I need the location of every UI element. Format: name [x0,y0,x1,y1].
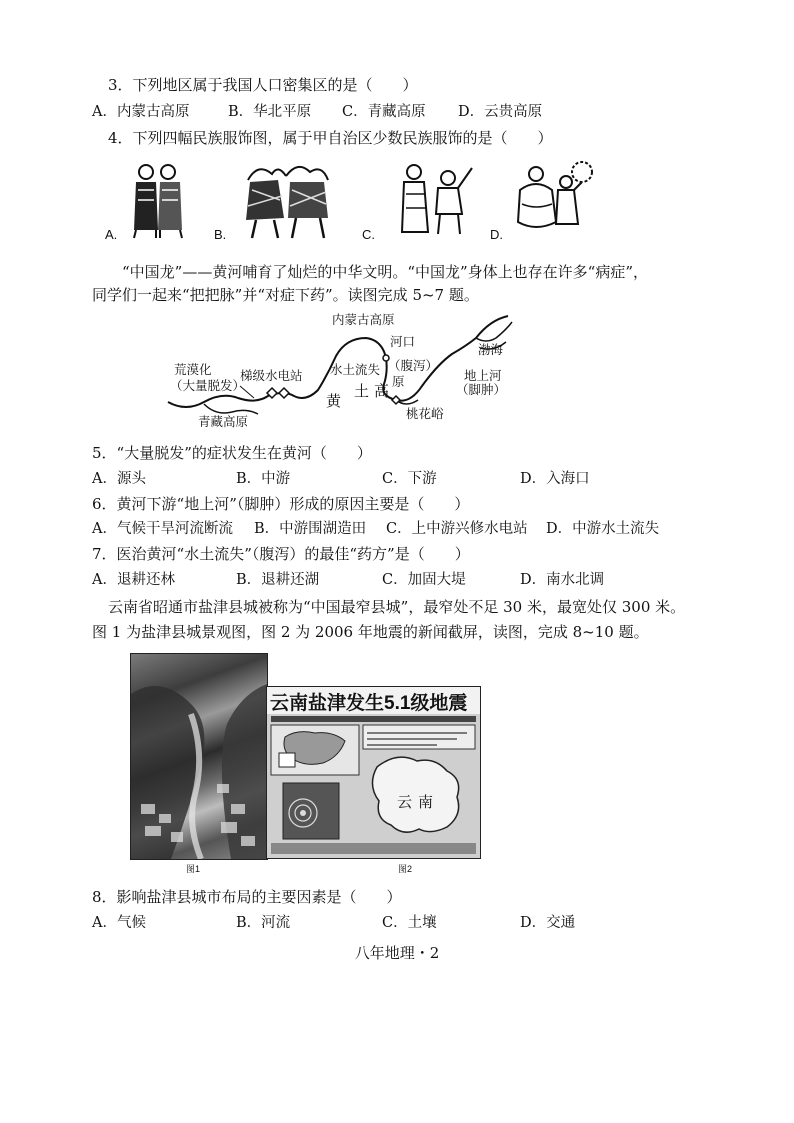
costume-a-label[interactable]: A. [105,227,118,242]
question-6-option-c[interactable]: C．上中游兴修水电站 [386,521,528,537]
question-3-option-b[interactable]: B．华北平原 [228,104,312,120]
question-5-option-b[interactable]: B．中游 [236,471,291,487]
question-3-stem: 3．下列地区属于我国人口密集区的是（ ） [108,76,418,94]
question-5-stem: 5．“大量脱发”的症状发生在黄河（ ） [92,444,372,462]
label-hekou: 河口 [390,335,416,349]
question-5-option-c[interactable]: C．下游 [382,471,437,487]
label-dishanghe-2: （脚肿） [456,383,507,397]
label-bohai: 渤海 [478,343,504,357]
costume-d-label[interactable]: D. [490,227,503,242]
question-6-option-a[interactable]: A．气候干旱河流断流 [92,521,233,537]
question-5-option-a[interactable]: A．源头 [92,471,146,487]
question-5-option-d[interactable]: D．入海口 [520,471,590,487]
label-dishanghe-1: 地上河 [464,369,502,383]
question-3-option-c[interactable]: C．青藏高原 [342,104,426,120]
costume-d-icon [512,160,598,240]
news-title: 云南盐津发生5.1级地震 [270,693,468,714]
question-8-option-d[interactable]: D．交通 [520,915,576,931]
yellow-river-map [160,308,530,433]
question-7-option-d[interactable]: D．南水北调 [520,572,605,588]
question-8-option-c[interactable]: C．土壤 [382,915,437,931]
costume-a-icon [122,160,194,240]
question-7-option-c[interactable]: C．加固大堤 [382,572,466,588]
question-7-stem: 7．医治黄河“水土流失”（腹泻）的最佳“药方”是（ ） [92,545,470,563]
question-6-stem: 6．黄河下游“地上河”（脚肿）形成的原因主要是（ ） [92,495,470,513]
label-tijishui: 梯级水电站 [240,369,303,383]
figure-1-caption: 图1 [186,864,201,874]
figure-1-town-photo [130,653,268,860]
question-7-option-a[interactable]: A．退耕还林 [92,572,175,588]
label-taohuayu: 桃花峪 [406,407,444,421]
question-7-option-b[interactable]: B．退耕还湖 [236,572,320,588]
label-gao: 高 [374,383,390,400]
label-qingzang: 青藏高原 [198,415,249,429]
yanjin-intro-line1: 云南省昭通市盐津县城被称为“中国最窄县城”，最窄处不足 30 米，最宽处仅 300 米。 [108,598,686,616]
label-neimenggu: 内蒙古高原 [332,313,395,327]
costume-c-icon [392,160,478,240]
label-fuxie-1: （腹泻） [388,359,439,373]
question-4-stem: 4．下列四幅民族服饰图，属于甲自治区少数民族服饰的是（ ） [108,129,553,147]
figure-2-caption: 图2 [398,864,413,874]
question-6-option-d[interactable]: D．中游水土流失 [546,521,660,537]
question-3-option-d[interactable]: D．云贵高原 [458,104,543,120]
costume-b-icon [238,160,334,240]
question-6-option-b[interactable]: B．中游围湖造田 [254,521,367,537]
label-shuitu: 水土流失 [330,363,381,377]
costume-c-label[interactable]: C. [362,227,375,242]
news-title-bar [266,686,479,713]
costume-b-label[interactable]: B. [214,227,227,242]
question-3-option-a[interactable]: A．内蒙古高原 [92,104,190,120]
page-footer: 八年地理・2 [354,944,440,962]
label-huang: 黄 [326,393,342,410]
question-8-option-b[interactable]: B．河流 [236,915,291,931]
label-huangmo-2: （大量脱发） [170,379,246,393]
label-tu: 土 [354,383,370,400]
label-fuxie-2: 原 [392,375,405,389]
question-8-stem: 8．影响盐津县城市布局的主要因素是（ ） [92,888,402,906]
yellow-river-intro-line2: 同学们一起来“把把脉”并“对症下药”。读图完成 5~7 题。 [92,286,479,304]
yanjin-intro-line2: 图 1 为盐津县城景观图，图 2 为 2006 年地震的新闻截屏，读图，完成 8~10 题。 [92,623,649,641]
label-huangmo-1: 荒漠化 [174,363,212,377]
question-8-option-a[interactable]: A．气候 [92,915,146,931]
yellow-river-intro-line1: “中国龙”——黄河哺育了灿烂的中华文明。“中国龙”身体上也存在许多“病症”， [122,263,649,281]
news-map-yunnan-label: 云南 [397,793,440,811]
